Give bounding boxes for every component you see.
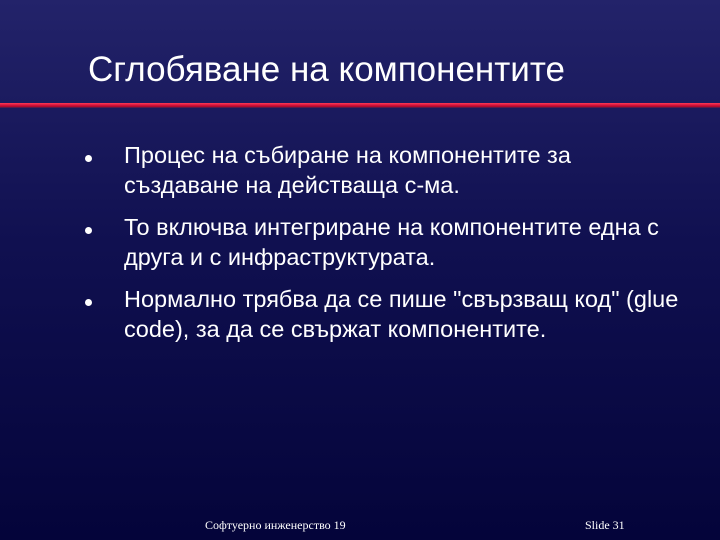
bullet-dot-icon (85, 227, 92, 234)
bullet-text: Процес на събиране на компонентите за създаване на действаща с-ма. (124, 142, 571, 198)
bullet-dot-icon (85, 299, 92, 306)
slide-title: Сглобяване на компонентите (88, 50, 565, 89)
footer-slide-number: Slide 31 (585, 518, 625, 532)
footer-course-label: Софтуерно инженерство 19 (205, 518, 346, 532)
bullet-text: Нормално трябва да се пише "свързващ код" (glue code), за да се свържат компонентите. (124, 286, 679, 342)
bullet-text: То включва интегриране на компонентите една с друга и с инфраструктурата. (124, 214, 659, 270)
bullet-dot-icon (85, 155, 92, 162)
